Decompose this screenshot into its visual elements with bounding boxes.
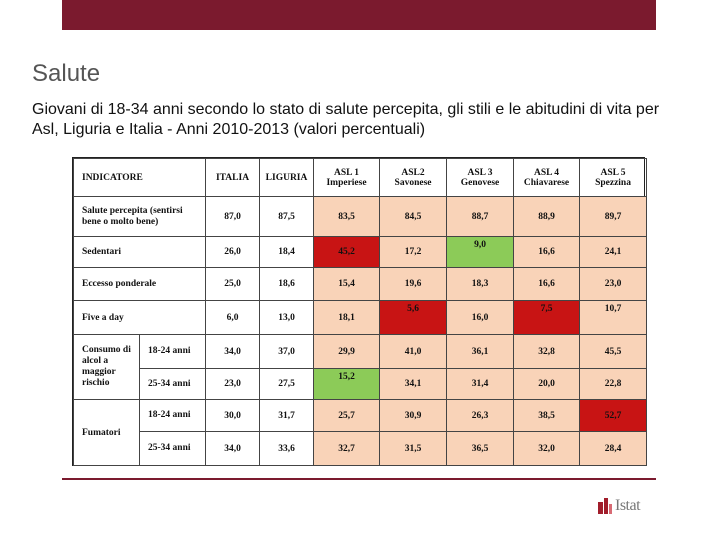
cell-value: 36,1 — [447, 335, 514, 369]
table-row — [74, 432, 647, 466]
header-liguria: LIGURIA — [260, 159, 314, 197]
header-asl4: ASL 4 Chiavarese — [514, 159, 580, 197]
cell-value: 19,6 — [380, 268, 447, 301]
cell-value: 36,5 — [447, 432, 514, 466]
table-row — [74, 335, 647, 369]
cell-value: 16,6 — [514, 237, 580, 268]
cell-value: 18,6 — [260, 268, 314, 301]
row-sublabel-age: 18-24 anni — [140, 335, 206, 369]
cell-value: 24,1 — [580, 237, 647, 268]
cell-value-highlight-worse: 7,5 — [514, 301, 580, 335]
cell-value: 30,9 — [380, 400, 447, 432]
row-sublabel-age: 18-24 anni — [140, 400, 206, 432]
cell-value: 18,3 — [447, 268, 514, 301]
cell-value: 25,0 — [206, 268, 260, 301]
cell-value: 18,4 — [260, 237, 314, 268]
cell-value: 33,6 — [260, 432, 314, 466]
slide-subtitle: Giovani di 18-34 anni secondo lo stato di salute percepita, gli stili e le abitudini di vita per Asl, Liguria e Italia - Anni 2010-2013 (valori percentuali) — [32, 101, 660, 138]
row-label-salute: Salute percepita (sentirsi bene o molto bene) — [74, 197, 206, 237]
cell-value: 37,0 — [260, 335, 314, 369]
cell-value: 41,0 — [380, 335, 447, 369]
top-accent-bar — [62, 0, 656, 30]
cell-value: 34,1 — [380, 369, 447, 400]
cell-value: 45,5 — [580, 335, 647, 369]
cell-value: 28,4 — [580, 432, 647, 466]
cell-value: 18,1 — [314, 301, 380, 335]
cell-value: 30,0 — [206, 400, 260, 432]
slide-title: Salute — [32, 60, 101, 87]
cell-value: 22,8 — [580, 369, 647, 400]
row-label-fiveday: Five a day — [74, 301, 206, 335]
table-header-row — [74, 159, 647, 197]
cell-value: 13,0 — [260, 301, 314, 335]
cell-value-highlight-worse: 45,2 — [314, 237, 380, 268]
header-asl5: ASL 5 Spezzina — [580, 159, 647, 197]
cell-value: 15,4 — [314, 268, 380, 301]
row-label-sedentari: Sedentari — [74, 237, 206, 268]
table-row — [74, 369, 647, 400]
cell-value: 38,5 — [514, 400, 580, 432]
table-row — [74, 237, 647, 268]
cell-value-highlight-worse: 5,6 — [380, 301, 447, 335]
cell-value: 32,7 — [314, 432, 380, 466]
cell-value: 31,4 — [447, 369, 514, 400]
cell-value: 31,5 — [380, 432, 447, 466]
cell-value: 29,9 — [314, 335, 380, 369]
cell-value: 16,0 — [447, 301, 514, 335]
cell-value: 26,0 — [206, 237, 260, 268]
row-label-fumatori: Fumatori — [74, 400, 140, 466]
header-asl3: ASL 3 Genovese — [447, 159, 514, 197]
header-asl2: ASL2 Savonese — [380, 159, 447, 197]
cell-value: 34,0 — [206, 335, 260, 369]
cell-value-highlight-better: 9,0 — [447, 237, 514, 268]
cell-value: 87,5 — [260, 197, 314, 237]
cell-value: 32,8 — [514, 335, 580, 369]
cell-value-highlight-worse: 52,7 — [580, 400, 647, 432]
cell-value: 32,0 — [514, 432, 580, 466]
cell-value: 84,5 — [380, 197, 447, 237]
cell-value: 20,0 — [514, 369, 580, 400]
cell-value: 87,0 — [206, 197, 260, 237]
cell-value: 27,5 — [260, 369, 314, 400]
table-row — [74, 400, 647, 432]
row-sublabel-age: 25-34 anni — [140, 369, 206, 400]
cell-value: 83,5 — [314, 197, 380, 237]
istat-logo-text: Istat — [615, 497, 641, 514]
row-label-alcol: Consumo di alcol a maggior rischio — [74, 335, 140, 400]
table-row — [74, 197, 647, 237]
cell-value: 31,7 — [260, 400, 314, 432]
cell-value: 88,9 — [514, 197, 580, 237]
istat-logo-icon — [598, 498, 612, 514]
header-italia: ITALIA — [206, 159, 260, 197]
table-row — [74, 268, 647, 301]
header-asl1: ASL 1 Imperiese — [314, 159, 380, 197]
cell-value: 25,7 — [314, 400, 380, 432]
row-sublabel-age: 25-34 anni — [140, 432, 206, 466]
cell-value: 10,7 — [580, 301, 647, 335]
cell-value: 26,3 — [447, 400, 514, 432]
footer-divider — [62, 478, 656, 480]
cell-value: 23,0 — [580, 268, 647, 301]
cell-value: 6,0 — [206, 301, 260, 335]
row-label-eccesso: Eccesso ponderale — [74, 268, 206, 301]
cell-value: 17,2 — [380, 237, 447, 268]
cell-value: 88,7 — [447, 197, 514, 237]
cell-value: 23,0 — [206, 369, 260, 400]
table-row — [74, 301, 647, 335]
indicators-table — [72, 157, 645, 466]
istat-logo — [598, 496, 640, 516]
cell-value-highlight-better: 15,2 — [314, 369, 380, 400]
cell-value: 34,0 — [206, 432, 260, 466]
header-indicator: INDICATORE — [74, 159, 206, 197]
cell-value: 16,6 — [514, 268, 580, 301]
cell-value: 89,7 — [580, 197, 647, 237]
